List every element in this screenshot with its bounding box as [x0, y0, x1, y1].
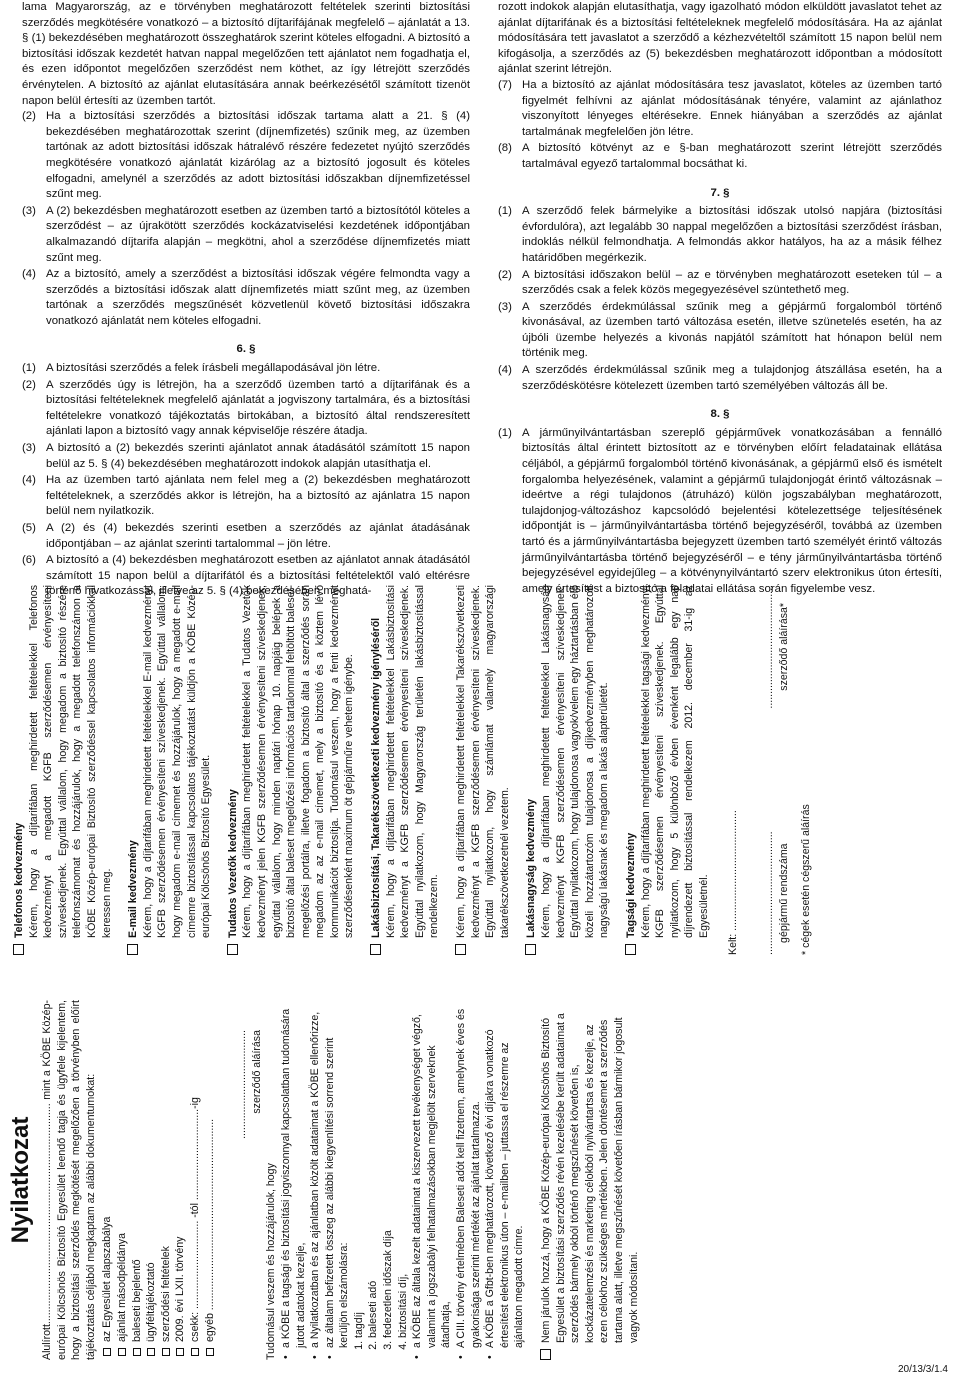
paragraph-text: A biztosító a (4) bekezdésben meghatározott esetben az ajánlatot annak átadásától számított 15 napon belül a díjtarifától és a biztosítási feltételektől való eltérésre történő hivatkozással, illetve az 5. § (4) bekezdésében meghatá- [46, 554, 470, 598]
list-item: 1. tagdíj [352, 1000, 367, 1338]
paragraph: (2) Ha a biztosítási szerződés a biztosítási időszak tartama alatt a 21. § (4) bekezdésében meghatározottak szerint (díjnemfizetés) szűnik meg, az üzemben tartónak az adott biztosítási időszak hátralévő részére fedezetet nyújtó szerződés megkötésére vonatkozó ajánlatát kizárólag az a biztosító jogosult és köteles elfogadni, amelynél a szerződés az adott biztosítási időszakban díjnemfizetéssel szűnt meg. [22, 110, 470, 201]
paragraph-number: (3) [22, 442, 36, 455]
paragraph-text: A szerződés érdekmúlással szűnik meg a gépjármű forgalomból történő kivonásával, az üzemben tartó változása esetén, illetve szünetelés esetén, ha az újbóli üzembe helyezés a kivonás napjától számított hat hónapon belül nem történik meg. [522, 300, 942, 360]
kelt-line: Kelt: ......................................... [726, 810, 739, 955]
numbered-paragraph [22, 361, 470, 377]
discount-option[interactable] [126, 585, 214, 955]
document-checkbox-item[interactable] [115, 1000, 130, 1356]
paragraph: (3) A (2) bekezdésben meghatározott esetben az üzemben tartó a biztosítótól köteles a szerződést – az újrakötött szerződés kockázatviselési kezdetének időpontjában alkalmazandó díjtarifa alapján – megkötni, ahol a szerződése díjnemfizetés miatt szűnt meg. [22, 204, 470, 264]
numbered-paragraph [22, 378, 470, 440]
discount-text: Kérem, hogy a díjtarifában meghirdetett feltételekkel Takarékszövetkezeti kedvezményt a KGFB szerződésemen érvényesíteni szíveskedjenek. Egyúttal nyilatkozom, hogy számlámat valamely magyarországi takarékszövetkezetnél vezetem. [455, 585, 511, 938]
checkbox[interactable] [540, 1349, 551, 1360]
document-checkbox-item[interactable] [144, 1000, 159, 1356]
paragraph-number: (1) [22, 362, 36, 375]
paragraph-number: (8) [498, 142, 512, 155]
numbered-paragraph [498, 141, 942, 172]
paragraph-number: (6) [22, 554, 36, 567]
signature-row: .......................................... gépjármű rendszáma .......................................... szerződő aláírása* [763, 585, 790, 955]
paragraph-text: A szerződő felek bármelyike a biztosítási időszak utolsó napjára (biztosítási évfordulóra), azt legalább 30 nappal megelőzően a biztosítási szerződést írásban, indoklás nélkül felmondhatja. A felmondás akkor hatályos, ha az a másik félhez határidőben megérkezik. [522, 205, 942, 264]
paragraph-text: Ha a biztosító az ajánlat módosítására tesz javaslatot, köteles az üzemben tartó figyelmét felhívni az ajánlat módosításának tényére, valamint az ajánlathoz viszonyított lényeges eltérésekre. Ennek hiányában a szerződés az ajánlat tartalmának megfelelően jön létre. [522, 78, 942, 138]
numbered-paragraph [498, 204, 942, 266]
document-checkbox-item[interactable] [203, 1000, 218, 1356]
section-heading: 8. § [710, 408, 730, 421]
signature-line-1: ..................................... szerződő aláírása [236, 1030, 263, 1139]
declaration-right [0, 585, 814, 955]
checkbox[interactable] [147, 1348, 155, 1356]
declaration-title: Nyilatkozat [7, 1116, 34, 1244]
list-item: • a Nyilatkozatban és az ajánlatban közölt adataimat a KÖBE ellenőrizze, [308, 1000, 323, 1348]
paragraph-number: (1) [498, 426, 512, 439]
section-6-continued [498, 78, 942, 173]
paragraph-number: (1) [498, 205, 512, 218]
paragraph-text: A biztosító kötvényt az e §-ban meghatározott szerint létrejött szerződés tartalmával egyező tartalommal bocsáthat ki. [522, 142, 942, 170]
document-checklist [100, 1000, 217, 1356]
declaration-intro: Alulírott........................................................................... mint a KÖBE Közép-európai Kölcsönös Biztosító Egyesület leendő tagja és ügyfele kijelentem, hogy a biztosítási szerződés megkötését megelőzően a törvényben előírt tájékoztatás céljából megkaptam az alábbi dokumentumokat: [41, 1000, 97, 1360]
checkbox-label: baleseti bejelentő [130, 1259, 143, 1342]
document-checkbox-item[interactable] [130, 1000, 145, 1356]
discount-option[interactable] [369, 585, 442, 955]
declaration-left [0, 1000, 641, 1360]
paragraph-number: (5) [22, 522, 36, 534]
paragraph: rozott indokok alapján elutasíthatja, vagy igazolható módon elküldött javaslatot tehet az ajánlat díjtarifának és a biztosítási feltételeknek megfelelő módosítására. Ha az ajánlat módosítására tett javaslatot a szerződő a kézhezvételtől számított 15 napon belül nem kifogásolja, a szerződés az (5) bekezdésben meghatározott időpontban a módosított ajánlat szerint létrejön. [498, 1, 942, 76]
form-code: 20/13/3/1.4 [897, 1364, 948, 1375]
discount-text: Kérem, hogy a díjtarifában meghirdetett feltételekkel Lakásbiztosítási kedvezményt a KGFB szerződésemen érvényesíteni szíveskedjenek. Egyúttal nyilatkozom, hogy Magyarország területén lakásbiztosítással rendelkezem. [384, 585, 441, 938]
consent-list-2 [410, 1000, 527, 1360]
discount-text: Kérem, hogy a díjtarifában meghirdetett feltételekkel Telefonos kedvezményt a megadott KGFB szerződésemen érvényesíteni szíveskedjenek. Egyúttal vállalom, hogy megadom a biztosító részére telefonszámomat és hozzájárulok, hogy a megadott telefonszámon a KÖBE Közép-európai Biztosító szerződéssel kapcsolatos információkkal keressen meg. [27, 585, 113, 938]
checkbox[interactable] [455, 944, 466, 955]
list-item: 2. baleseti adó [366, 1000, 381, 1338]
discount-option[interactable] [226, 585, 357, 955]
discount-title: Lakásbiztosítási, Takarékszövetkezeti kedvezmény igényléséről [370, 617, 383, 938]
payment-order-list [352, 1000, 410, 1360]
section-6-body [22, 361, 470, 600]
discount-title: E-mail kedvezmény [127, 840, 140, 938]
checkbox[interactable] [176, 1348, 184, 1356]
list-item: • A CIII. törvény értelmében Baleseti adót kell fizetnem, amelynek éves és gyakorisága szerinti mértékét az ajánlat tartalmazza. [454, 1000, 483, 1348]
paragraph-text: A biztosítási időszakon belül – az e törvényben meghatározott eseteken túl – a szerződés csak a felek közös megegyezésével szüntethető meg. [522, 268, 942, 297]
checkbox-label: egyéb ................................................................. [203, 1118, 216, 1342]
paragraph-number: (4) [22, 474, 36, 487]
checkbox[interactable] [227, 944, 238, 955]
paragraph-text: A szerződés érdekmúlással szűnik meg a tulajdonjog átszállása esetén, ha a szerződéskötésre kötelezett üzemben tartó személyében változás áll be. [522, 364, 942, 392]
document-checkbox-item[interactable] [173, 1000, 188, 1356]
paragraph: (4) Az a biztosító, amely a szerződést a biztosítási időszak végére felmondta vagy a szerződés a biztosítási időszak alatt díjnemfizetés miatt szűnt meg, az üzemben tartónak a szerződés megszűnését közvetlenül követő biztosítási időszakra vonatkozó ajánlatát nem köteles elfogadni. [22, 268, 470, 327]
list-item: • az általam befizetett összeg az alábbi kiegyenlítési sorrend szerint kerüljön elszámolásra: [323, 1000, 352, 1348]
checkbox[interactable] [625, 944, 636, 955]
discount-options [12, 585, 712, 955]
numbered-paragraph [22, 521, 470, 552]
list-item: • A KÖBE a Gfbt-ben meghatározott, következő évi díjakra vonatkozó értesítést elektronikus úton – e-mailben – juttassa el részemre az ajánlaton megadott címre. [483, 1000, 527, 1348]
checkbox[interactable] [162, 1348, 170, 1356]
discount-option[interactable] [454, 585, 512, 955]
list-item: • a KÖBE a tagsági és biztosítási jogviszonnyal kapcsolatban tudomására jutott adatokat kezelje, [279, 1000, 308, 1348]
checkbox-label: az Egyesület alapszabálya [101, 1216, 114, 1342]
consent-intro: Tudomásul veszem és hozzájárulok, hogy [265, 1163, 278, 1360]
checkbox[interactable] [13, 944, 24, 955]
declaration-form [0, 570, 960, 1360]
discount-title: Tudatos Vezetők kedvezmény [226, 789, 239, 938]
discount-text: Kérem, hogy a díjtarifában meghirdetett feltételekkel a Tudatos Vezetők kedvezményt jelen KGFB szerződésemen érvényesíteni szíveskedjenek, egyúttal vállalom, hogy minden naptári hónap 10. napjáig belépek a biztosító által baleset megelőzési információs tartalommal feltöltött baleset-megelőzési portálra, illetve fogadom a biztosító által a szerződés során megadom az az e-mail címemet, mely a biztosító és a köztem lévő kommunikációt biztosítja. Tudomásul veszem, hogy a fenti kedvezményt szerződésenként maximum öt gépjárműre vehetem igénybe. [241, 585, 356, 938]
document-checkbox-item[interactable] [100, 1000, 115, 1356]
numbered-paragraph [498, 78, 942, 140]
checkbox[interactable] [127, 944, 138, 955]
checkbox-label: szerződési feltételek [159, 1246, 172, 1342]
checkbox-label: ajánlat másodpéldánya [115, 1233, 128, 1342]
document-checkbox-item[interactable] [159, 1000, 174, 1356]
checkbox[interactable] [118, 1348, 126, 1356]
checkbox[interactable] [370, 944, 381, 955]
paragraph-number: (4) [498, 364, 512, 377]
section-heading: 6. § [236, 343, 256, 356]
discount-title: Telefonos kedvezmény [13, 822, 25, 938]
list-item: 3. fedezetlen időszak díja [381, 1000, 396, 1338]
discount-option[interactable] [524, 585, 612, 955]
discount-text: Kérem, hogy a díjtarifában meghirdetett feltételekkel Lakásnagyság kedvezményt KGFB szerződésemen érvényesíteni szíveskedjenek. Egyúttal nyilatkozom, hogy tulajdonosa vagyok/velem egy háztartásban élő közeli hozzátartozóm tulajdonosa a díjkedvezményben meghatározott nagyságú lakásnak és megadom a lakás alapterületét. [540, 585, 611, 938]
paragraph-number: (7) [498, 78, 512, 91]
document-checkbox-item[interactable] [188, 1000, 203, 1356]
discount-option[interactable] [12, 585, 114, 955]
paragraph-number: (2) [498, 268, 512, 281]
numbered-paragraph [498, 268, 942, 299]
paragraph-text: A biztosító a (2) bekezdés szerinti ajánlatot annak átadásától számított 15 napon belül az 5. § (4) bekezdésében meghatározott indokok alapján utasíthatja el. [46, 442, 470, 470]
discount-title: Tagsági kedvezmény [624, 832, 637, 938]
discount-text: Kérem, hogy a díjtarifában meghirdetett feltételekkel E-mail kedvezményt KGFB szerződésemen érvényesíteni szíveskedjenek. Egyúttal vállalom, hogy megadom e-mail címemet és hozzájárulok, hogy a megadott e-mail címemre biztosítással kapcsolatos tájékoztatást küldjön a KÖBE Közép-európai Kölcsönös Biztosító Egyesület. [141, 585, 213, 938]
paragraph-text: A biztosítási szerződés a felek írásbeli megállapodásával jön létre. [46, 362, 381, 375]
discount-text: Kérem, hogy a díjtarifában meghirdetett feltételekkel tagsági kedvezményt KGFB szerződésemen érvényesíteni szíveskedjenek. Egyúttal nyilatkozom, hogy 5 különböző évben évenként legalább egy nap díjrendezett biztosítással rendelkezem 2012. december 31-ig az Egyesületnél. [639, 585, 710, 938]
checkbox[interactable] [191, 1348, 199, 1356]
section-heading: 7. § [710, 186, 730, 199]
checkbox-label: 2009. évi LXII. törvény [174, 1236, 187, 1342]
left-column [22, 0, 470, 601]
checkbox-label: csekk: .............................. -tól ...............................-ig [188, 1097, 201, 1342]
paragraph-text: A járműnyilvántartásban szereplő gépjárművek vonatkozásában a fennálló biztosítás által érintett biztosított az e törvényben előírt feladatainak ellátása céljából, a gépjármű forgalomból történő kivonásának, a gépjármű első és ismételt forgalomba helyezésének, valamint a gépjármű tulajdonjogát érintő változásnak – ideértve a régi tulajdonos (átruházó) külön jogszabályban meghatározott, tulajdonjog-változáshoz kapcsolódó bejelentési kötelezettsége teljesítésének időpontját is – járműnyilvántartásba történő bejegyzéséről, továbbá az üzemben tartó és a járműnyilvántartásba bejegyzett üzemben tartó személyét érintő változás járműnyilvántartásba történő bejegyzéséről – e tény járműnyilvántartásba történő bejegyzésével egyidejűleg – a kötvénynyilvántartó szerv elektronikus úton értesíti, amely értesítést a biztosító a feladatai ellátása során figyelembe vesz. [522, 426, 942, 595]
checkbox[interactable] [525, 944, 536, 955]
numbered-paragraph [498, 363, 942, 394]
paragraph-text: A (2) és (4) bekezdés szerinti esetben a szerződés az ajánlat átadásának időpontjában – az ajánlat szerinti tartalommal – jön létre. [46, 522, 470, 550]
discount-option[interactable] [624, 585, 712, 955]
section-7-body [498, 204, 942, 394]
checkbox-label: ügyféltájékoztató [145, 1262, 158, 1342]
footnote: * cégek esetén cégszerű aláírás [800, 804, 813, 955]
list-item: • a KÖBE az általa kezelt adataimat a kiszervezett tevékenységet végző, valamint a jogszabályi felhatalmazásokban megjelölt szerveknek átadhatja, [410, 1000, 454, 1348]
paragraph: lama Magyarország, az e törvényben meghatározott feltételek szerinti biztosítási szerződés megkötésére vonatkozó – a biztosító díjtarifájának megfelelő – ajánlatát a 13. § (1) bekezdésében meghatározott összeghatárok szerint köteles elfogadni. A biztosító a biztosítási időszak kezdetét hatvan nappal megelőzően tett ajánlatot nem fogadhatja el, és ezen időpontot megelőzően szerződést nem köthet, az így létrejött szerződés érvénytelen. A biztosító az ajánlat elutasítására annak beérkezésétől számított tizenöt napon belül értesíti az üzemben tartót. [22, 1, 470, 107]
paragraph-number: (3) [498, 300, 512, 313]
discount-title: Lakásnagyság kedvezmény [525, 799, 538, 938]
numbered-paragraph [22, 473, 470, 520]
paragraph-text: A szerződés úgy is létrejön, ha a szerződő üzemben tartó a díjtarifának és a biztosítási feltételeknek megfelelő ajánlatát a jogviszony tartalmára, és a biztosítási feltételekre vonatkozó tájékoztatás birtokában, a biztosító által rendszeresített ajánlati lapon a biztosító vagy annak képviselője részére átadja. [46, 378, 470, 438]
paragraph-number: (2) [22, 378, 36, 391]
numbered-paragraph [22, 441, 470, 472]
consent-list [279, 1000, 352, 1360]
right-column [498, 0, 942, 598]
marketing-opt-out[interactable]: Nem járulok hozzá, hogy a KÖBE Közép-európai Kölcsönös Biztosító Egyesület a biztosítási szerződés révén kezelésébe került adataimat a szerződés bármely okból történő megszűnését követően is, kockázatelemzési és marketing célokból nyilvántartsa és kezelje, az ezen célokhoz szükséges mértékben. Jelen döntésemet a szerződés tartama alatt, illetve megszűnését követően írásban bármikor jogosult vagyok módosítani. [539, 1000, 641, 1360]
checkbox[interactable] [206, 1348, 214, 1356]
checkbox[interactable] [133, 1348, 141, 1356]
checkbox[interactable] [103, 1348, 111, 1356]
paragraph-text: Ha az üzemben tartó ajánlata nem felel meg a (2) bekezdésben meghatározott feltételeknek, a szerződés akkor is létrejön, ha a biztosító az ajánlatra 15 napon belül nem nyilatkozik. [46, 474, 470, 518]
list-item: 4. biztosítási díj, [396, 1000, 411, 1338]
numbered-paragraph [498, 300, 942, 362]
